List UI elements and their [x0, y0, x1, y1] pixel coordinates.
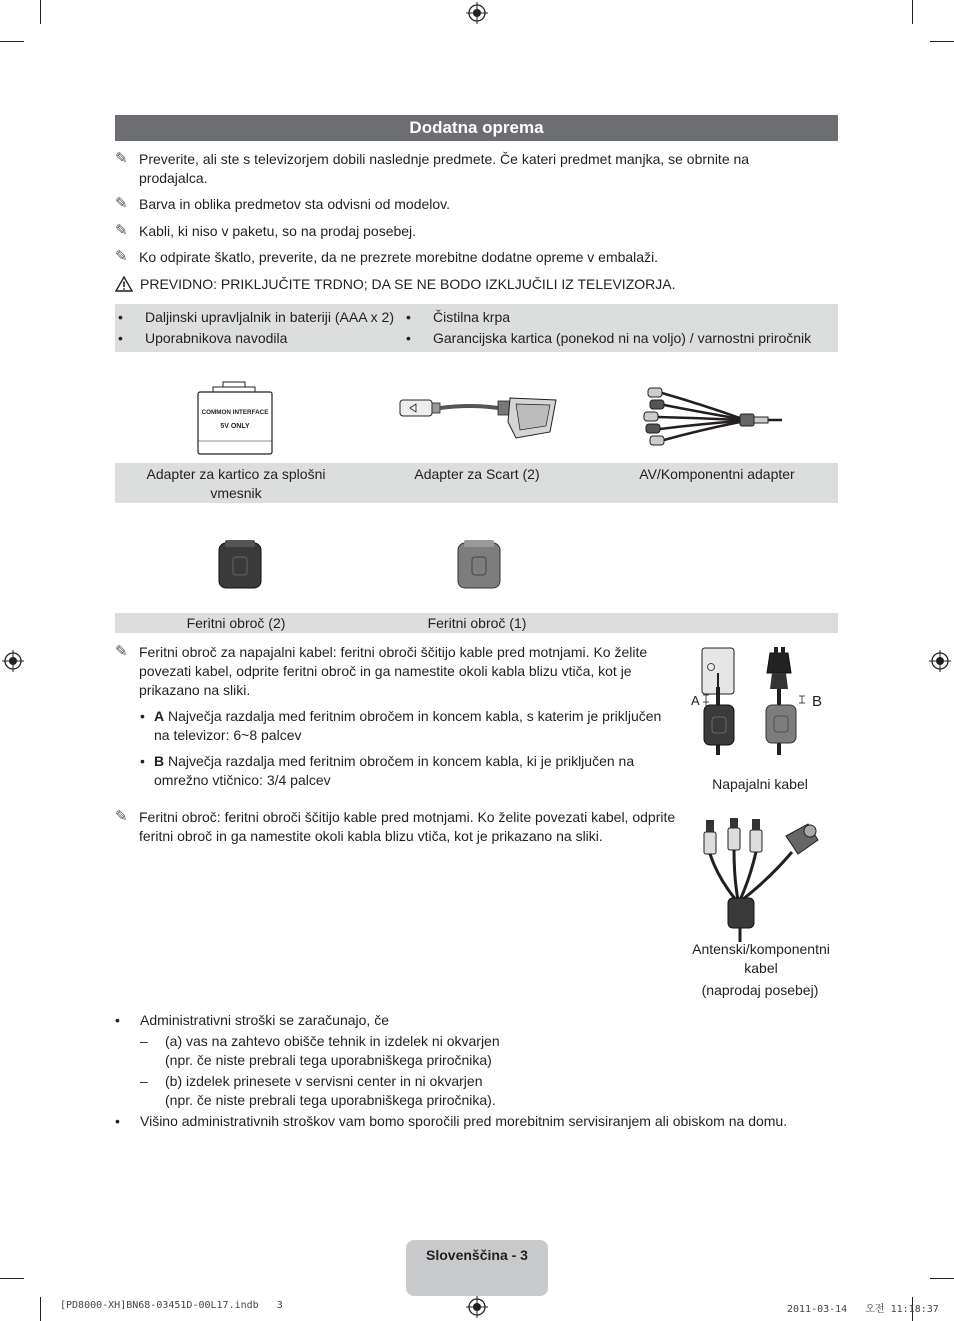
- list-item: • Administrativni stroški se zaračunajo, če: [115, 1012, 389, 1028]
- crop-mark: [40, 0, 41, 24]
- footer-file-info: [PD8000-XH]BN68-03451D-00L17.indb 3: [60, 1300, 283, 1311]
- sub-list-item: – (b) izdelek prinesete v servisni center in ni okvarjen (npr. če niste prebrali tega uporabniškega priročnika).: [140, 1073, 496, 1108]
- list-item: • Daljinski upravljalnik in bateriji (AAA x 2): [118, 309, 394, 325]
- image-caption: (naprodaj posebej): [701, 982, 819, 998]
- list-item: • Čistilna krpa: [406, 309, 511, 325]
- scart-adapter-image: [398, 392, 560, 442]
- item-key: B: [154, 753, 165, 769]
- note-text: Ko odpirate škatlo, preverite, da ne prezrete morebitne dodatne opreme v embalaži.: [139, 249, 659, 265]
- power-cable-image: [686, 645, 832, 775]
- note-text: Barva in oblika predmetov sta odvisni od modelov.: [139, 196, 451, 212]
- item-caption: Adapter za kartico za splošni vmesnik: [146, 466, 326, 501]
- list-item: • A Največja razdalja med feritnim obročem in koncem kabla, s katerim je priključen na televizor: 6~8 palcev: [140, 708, 662, 743]
- image-caption: Antenski/komponentni kabel: [692, 941, 830, 976]
- item-caption: Adapter za Scart (2): [414, 466, 540, 482]
- note-text: Kabli, ki niso v paketu, so na prodaj posebej.: [139, 223, 417, 239]
- section-title: Dodatna oprema: [115, 115, 838, 141]
- warning-text: PREVIDNO: PRIKLJUČITE TRDNO; DA SE NE BODO IZKLJUČILI IZ TELEVIZORJA.: [140, 276, 676, 292]
- crop-mark: [930, 41, 954, 42]
- item-key: A: [154, 708, 165, 724]
- registration-mark-icon: [2, 650, 24, 672]
- ferrite-core-dark-image: [217, 539, 263, 591]
- footer-timestamp: 2011-03-14 오전 11:18:37: [787, 1304, 939, 1315]
- list-item: • Uporabnikova navodila: [118, 330, 288, 346]
- warning-triangle-icon: [115, 276, 133, 292]
- ferrite-note: [115, 808, 685, 846]
- item-text: Največja razdalja med feritnim obročem in koncem kabla, ki je priključen na omrežno vtičnico: 3/4 palcev: [154, 753, 635, 788]
- av-component-adapter-image: [640, 384, 786, 456]
- note-item: [115, 195, 795, 214]
- note-pencil-icon: ✎: [115, 195, 128, 212]
- registration-mark-icon: [466, 1296, 488, 1318]
- page-number: Slovenščina - 3: [406, 1240, 548, 1296]
- note-pencil-icon: ✎: [115, 248, 128, 265]
- mark-a-label: A: [691, 693, 700, 708]
- ci-card-text: COMMON INTERFACE: [201, 409, 269, 416]
- note-pencil-icon: ✎: [115, 808, 128, 825]
- ferrite-note: [115, 643, 675, 700]
- warning-line: [115, 275, 835, 294]
- crop-mark: [0, 41, 24, 42]
- image-caption: Napajalni kabel: [712, 776, 808, 792]
- note-text: Preverite, ali ste s televizorjem dobili naslednje predmete. Če kateri predmet manjka, se obrnite na prodajalca.: [139, 151, 750, 186]
- ci-card-adapter-image: [195, 381, 275, 457]
- note-pencil-icon: ✎: [115, 150, 128, 167]
- antenna-cable-image: [700, 818, 824, 942]
- list-item: • B Največja razdalja med feritnim obročem in koncem kabla, ki je priključen na omrežno vtičnico: 3/4 palcev: [140, 753, 635, 788]
- list-item: • Višino administrativnih stroškov vam bomo sporočili pred morebitnim servisiranjem ali obiskom na domu.: [115, 1113, 788, 1129]
- item-caption: Feritni obroč (1): [427, 615, 527, 631]
- ci-card-text: 5V ONLY: [220, 423, 250, 430]
- item-caption: Feritni obroč (2): [186, 615, 286, 631]
- crop-mark: [912, 0, 913, 24]
- registration-mark-icon: [466, 2, 488, 24]
- note-text: Feritni obroč: feritni obroči ščitijo kable pred motnjami. Ko želite povezati kabel, odprite feritni obroč in ga namestite okoli kabla blizu vtiča, kot je prikazano na sliki.: [139, 809, 676, 844]
- note-pencil-icon: ✎: [115, 643, 128, 660]
- note-pencil-icon: ✎: [115, 222, 128, 239]
- ferrite-core-grey-image: [456, 539, 502, 591]
- list-item: • Garancijska kartica (ponekod ni na voljo) / varnostni priročnik: [406, 330, 812, 346]
- mark-b-label: B: [812, 693, 823, 710]
- item-text: Največja razdalja med feritnim obročem in koncem kabla, s katerim je priključen na televizor: 6~8 palcev: [154, 708, 662, 743]
- note-item: [115, 222, 795, 241]
- crop-mark: [930, 1278, 954, 1279]
- note-text: Feritni obroč za napajalni kabel: feritni obroči ščitijo kable pred motnjami. Ko želite povezati kabel, odprite feritni obroč in ga namestite okoli kabla blizu vtiča, kot je prikazano na sliki.: [139, 644, 648, 698]
- item-caption: AV/Komponentni adapter: [639, 466, 795, 482]
- note-item: [115, 150, 795, 188]
- crop-mark: [40, 1297, 41, 1321]
- crop-mark: [0, 1278, 24, 1279]
- sub-list-item: – (a) vas na zahtevo obišče tehnik in izdelek ni okvarjen (npr. če niste prebrali tega uporabniškega priročnika): [140, 1033, 500, 1068]
- note-item: [115, 248, 795, 267]
- registration-mark-icon: [929, 650, 951, 672]
